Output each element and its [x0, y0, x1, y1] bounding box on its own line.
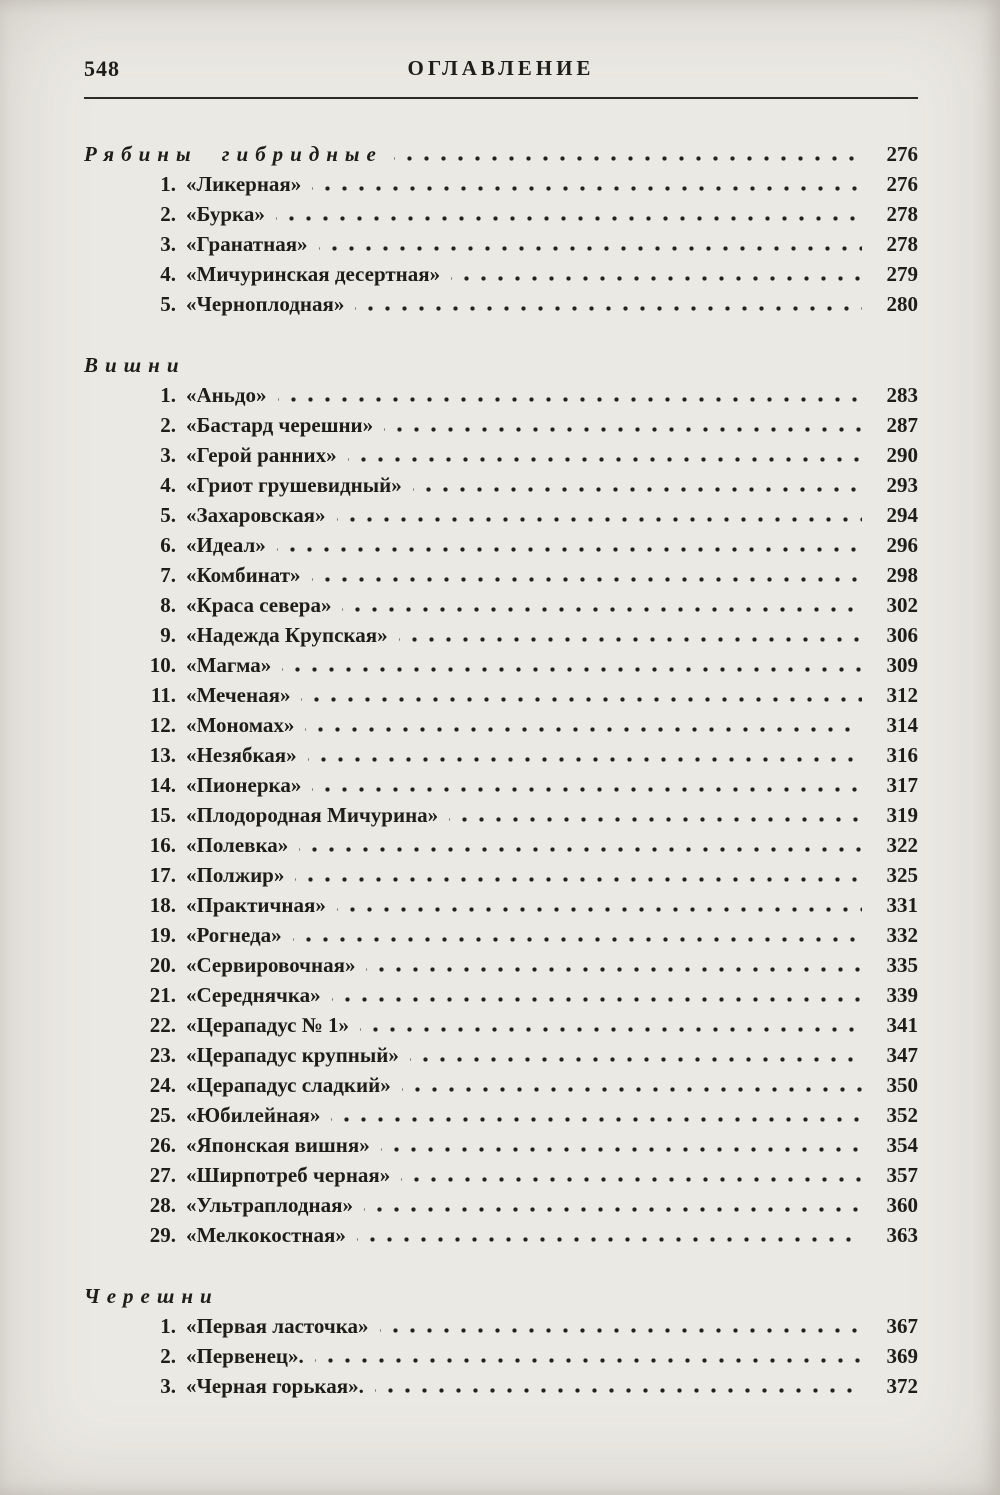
toc-entry [84, 229, 918, 259]
dot-leader [295, 860, 862, 890]
entry-label: «Гранатная» [186, 232, 308, 256]
entry-number: 2. [160, 413, 176, 437]
toc-section [84, 1281, 918, 1401]
entry-label: «Бурка» [186, 202, 265, 226]
entry-page-number: 331 [886, 893, 918, 917]
entry-label: «Герой ранних» [186, 443, 337, 467]
entry-number: 5. [160, 503, 176, 527]
dot-leader [401, 1160, 862, 1190]
dot-leader [337, 890, 862, 920]
toc-entry [84, 440, 918, 470]
entry-page-number: 279 [886, 262, 918, 286]
dot-leader [332, 980, 862, 1010]
entry-label: «Черная горькая». [186, 1374, 364, 1398]
entry-page-number: 332 [886, 923, 918, 947]
dot-leader [293, 920, 862, 950]
entry-number: 2. [160, 1344, 176, 1368]
dot-leader [337, 500, 862, 530]
toc-section [84, 139, 918, 319]
entry-page-number: 341 [886, 1013, 918, 1037]
entry-number: 26. [149, 1133, 176, 1157]
entry-label: «Сервировочная» [186, 953, 356, 977]
dot-leader [375, 1371, 862, 1401]
section-title: Рябины гибридные [84, 142, 383, 166]
entry-label: «Практичная» [186, 893, 326, 917]
dot-leader [402, 1070, 862, 1100]
dot-leader [312, 770, 862, 800]
toc-entry [84, 830, 918, 860]
dot-leader [384, 410, 862, 440]
dot-leader [394, 139, 862, 169]
entry-label: «Юбилейная» [186, 1103, 321, 1127]
entry-page-number: 306 [886, 623, 918, 647]
dot-leader [282, 650, 862, 680]
entry-label: «Японская вишня» [186, 1133, 370, 1157]
section-page-number: 276 [886, 142, 918, 166]
dot-leader [366, 950, 862, 980]
entry-label: «Захаровская» [186, 503, 326, 527]
dot-leader [357, 1220, 862, 1250]
entry-number: 22. [149, 1013, 176, 1037]
entry-number: 13. [149, 743, 176, 767]
toc-entry [84, 1311, 918, 1341]
toc-entry [84, 1160, 918, 1190]
dot-leader [381, 1130, 862, 1160]
toc-entry [84, 500, 918, 530]
entry-label: «Середнячка» [186, 983, 321, 1007]
entry-label: «Магма» [186, 653, 272, 677]
entry-number: 1. [160, 172, 176, 196]
dot-leader [342, 590, 862, 620]
dot-leader [380, 1311, 862, 1341]
entry-page-number: 278 [886, 232, 918, 256]
entry-number: 16. [149, 833, 176, 857]
entry-label: «Первая ласточка» [186, 1314, 369, 1338]
dot-leader [308, 740, 862, 770]
entry-label: «Ультраплодная» [186, 1193, 353, 1217]
entry-label: «Церападус № 1» [186, 1013, 350, 1037]
toc-section [84, 350, 918, 1250]
entry-number: 1. [160, 1314, 176, 1338]
section-title-row [84, 1281, 918, 1311]
dot-leader [312, 560, 862, 590]
entry-number: 20. [149, 953, 176, 977]
entry-page-number: 319 [886, 803, 918, 827]
entry-page-number: 372 [886, 1374, 918, 1398]
entry-number: 4. [160, 473, 176, 497]
toc-entry [84, 1341, 918, 1371]
entry-label: «Пионерка» [186, 773, 302, 797]
entry-number: 7. [160, 563, 176, 587]
toc-entry [84, 259, 918, 289]
entry-page-number: 280 [886, 292, 918, 316]
dot-leader [278, 380, 863, 410]
entry-number: 17. [149, 863, 176, 887]
dot-leader [451, 259, 862, 289]
table-of-contents [84, 99, 918, 1401]
entry-page-number: 352 [886, 1103, 918, 1127]
entry-page-number: 287 [886, 413, 918, 437]
entry-number: 12. [149, 713, 176, 737]
section-title-row [84, 139, 918, 169]
toc-entry [84, 740, 918, 770]
dot-leader [315, 1341, 862, 1371]
entry-label: «Рогнеда» [186, 923, 282, 947]
dot-leader [305, 710, 862, 740]
toc-entry [84, 169, 918, 199]
running-head [84, 56, 918, 88]
entry-page-number: 339 [886, 983, 918, 1007]
entry-label: «Черноплодная» [186, 292, 345, 316]
dot-leader [348, 440, 862, 470]
entry-number: 9. [160, 623, 176, 647]
entry-label: «Аньдо» [186, 383, 267, 407]
entry-page-number: 302 [886, 593, 918, 617]
entry-page-number: 347 [886, 1043, 918, 1067]
toc-entry [84, 1220, 918, 1250]
entry-page-number: 278 [886, 202, 918, 226]
entry-page-number: 312 [886, 683, 918, 707]
entry-page-number: 294 [886, 503, 918, 527]
entry-number: 2. [160, 202, 176, 226]
entry-page-number: 309 [886, 653, 918, 677]
dot-leader [364, 1190, 862, 1220]
entry-number: 1. [160, 383, 176, 407]
entry-page-number: 290 [886, 443, 918, 467]
entry-page-number: 283 [886, 383, 918, 407]
entry-page-number: 314 [886, 713, 918, 737]
toc-entry [84, 710, 918, 740]
entry-number: 6. [160, 533, 176, 557]
toc-entry [84, 860, 918, 890]
entry-number: 23. [149, 1043, 176, 1067]
section-title: Черешни [84, 1284, 219, 1308]
toc-entry [84, 470, 918, 500]
toc-entry [84, 620, 918, 650]
toc-entry [84, 980, 918, 1010]
entry-page-number: 350 [886, 1073, 918, 1097]
entry-number: 14. [149, 773, 176, 797]
entry-number: 25. [149, 1103, 176, 1127]
entry-number: 3. [160, 443, 176, 467]
entry-label: «Мичуринская десертная» [186, 262, 441, 286]
dot-leader [449, 800, 862, 830]
entry-label: «Первенец». [186, 1344, 304, 1368]
dot-leader [360, 1010, 862, 1040]
entry-label: «Комбинат» [186, 563, 301, 587]
entry-number: 29. [149, 1223, 176, 1247]
dot-leader [410, 1040, 862, 1070]
entry-number: 19. [149, 923, 176, 947]
entry-number: 5. [160, 292, 176, 316]
entry-number: 3. [160, 232, 176, 256]
entry-label: «Надежда Крупская» [186, 623, 388, 647]
entry-label: «Незябкая» [186, 743, 297, 767]
dot-leader [301, 680, 862, 710]
toc-entry [84, 1371, 918, 1401]
toc-entry [84, 680, 918, 710]
entry-page-number: 322 [886, 833, 918, 857]
entry-page-number: 298 [886, 563, 918, 587]
toc-entry [84, 199, 918, 229]
toc-entry [84, 920, 918, 950]
toc-entry [84, 1010, 918, 1040]
entry-number: 24. [149, 1073, 176, 1097]
toc-entry [84, 1040, 918, 1070]
entry-label: «Церападус крупный» [186, 1043, 399, 1067]
entry-page-number: 317 [886, 773, 918, 797]
running-header-title: ОГЛАВЛЕНИЕ [407, 56, 595, 80]
toc-entry [84, 800, 918, 830]
dot-leader [276, 199, 862, 229]
entry-number: 18. [149, 893, 176, 917]
page-number: 548 [84, 56, 120, 81]
dot-leader [319, 229, 862, 259]
toc-entry [84, 890, 918, 920]
entry-page-number: 316 [886, 743, 918, 767]
entry-label: «Мелкокостная» [186, 1223, 346, 1247]
entry-page-number: 360 [886, 1193, 918, 1217]
dot-leader [331, 1100, 862, 1130]
entry-label: «Ширпотреб черная» [186, 1163, 391, 1187]
entry-page-number: 335 [886, 953, 918, 977]
toc-entry [84, 770, 918, 800]
dot-leader [277, 530, 862, 560]
dot-leader [312, 169, 862, 199]
entry-page-number: 369 [886, 1344, 918, 1368]
entry-number: 15. [149, 803, 176, 827]
toc-entry [84, 560, 918, 590]
dot-leader [299, 830, 862, 860]
entry-label: «Идеал» [186, 533, 266, 557]
entry-label: «Гриот грушевидный» [186, 473, 402, 497]
toc-entry [84, 380, 918, 410]
entry-label: «Мономах» [186, 713, 295, 737]
entry-label: «Полжир» [186, 863, 285, 887]
toc-entry [84, 1130, 918, 1160]
entry-number: 28. [149, 1193, 176, 1217]
toc-entry [84, 950, 918, 980]
toc-entry [84, 1070, 918, 1100]
toc-entry [84, 530, 918, 560]
entry-label: «Бастард черешни» [186, 413, 374, 437]
entry-number: 27. [149, 1163, 176, 1187]
entry-label: «Краса севера» [186, 593, 332, 617]
entry-page-number: 357 [886, 1163, 918, 1187]
toc-entry [84, 1100, 918, 1130]
entry-page-number: 363 [886, 1223, 918, 1247]
entry-number: 10. [149, 653, 176, 677]
entry-number: 3. [160, 1374, 176, 1398]
section-title: Вишни [84, 353, 186, 377]
entry-label: «Плодородная Мичурина» [186, 803, 439, 827]
dot-leader [399, 620, 862, 650]
entry-label: «Меченая» [186, 683, 291, 707]
entry-label: «Ликерная» [186, 172, 302, 196]
entry-number: 21. [149, 983, 176, 1007]
toc-entry [84, 650, 918, 680]
dot-leader [413, 470, 862, 500]
toc-entry [84, 590, 918, 620]
entry-label: «Полевка» [186, 833, 289, 857]
entry-page-number: 367 [886, 1314, 918, 1338]
section-title-row [84, 350, 918, 380]
toc-entry [84, 410, 918, 440]
entry-page-number: 293 [886, 473, 918, 497]
entry-number: 11. [150, 683, 176, 707]
toc-entry [84, 289, 918, 319]
toc-entry [84, 1190, 918, 1220]
dot-leader [355, 289, 862, 319]
entry-number: 8. [160, 593, 176, 617]
entry-number: 4. [160, 262, 176, 286]
entry-page-number: 354 [886, 1133, 918, 1157]
entry-page-number: 325 [886, 863, 918, 887]
entry-page-number: 296 [886, 533, 918, 557]
entry-label: «Церападус сладкий» [186, 1073, 391, 1097]
entry-page-number: 276 [886, 172, 918, 196]
